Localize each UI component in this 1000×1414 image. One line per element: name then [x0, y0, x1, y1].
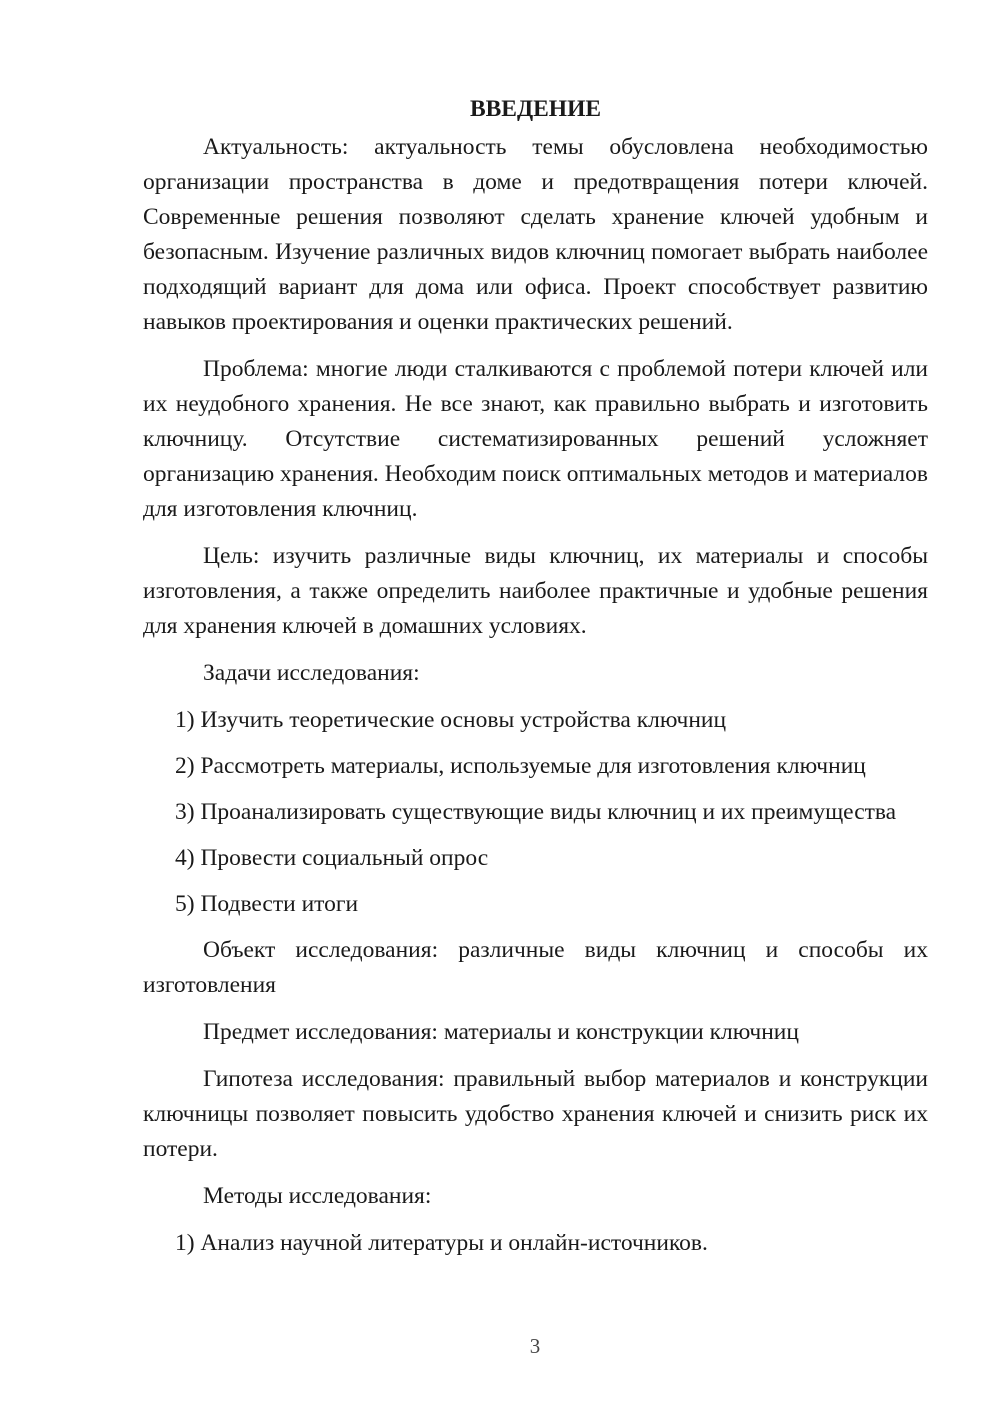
methods-label: Методы исследования:	[203, 1183, 432, 1209]
section-heading: ВВЕДЕНИЕ	[469, 96, 602, 122]
object-paragraph: Объект исследования: различные виды ключниц и способы их изготовления	[143, 937, 928, 998]
hypothesis-paragraph: Гипотеза исследования: правильный выбор материалов и конструкции ключницы позволяет повысить удобство хранения ключей и снизить риск их потери.	[143, 1066, 928, 1162]
task-item-2: 2) Рассмотреть материалы, используемые для изготовления ключниц	[175, 753, 866, 779]
task-item-3: 3) Проанализировать существующие виды ключниц и их преимущества	[175, 799, 897, 825]
page-content	[143, 92, 928, 1272]
method-item-1: 1) Анализ научной литературы и онлайн-источников.	[175, 1230, 708, 1256]
relevance-paragraph: Актуальность: актуальность темы обусловлена необходимостью организации пространства в доме и предотвращения потери ключей. Современные решения позволяют сделать хранение ключей удобным и безопасным. Изучение различных видов ключниц помогает выбрать наиболее подходящий вариант для дома или офиса. Проект способствует развитию навыков проектирования и оценки практических решений.	[143, 134, 928, 335]
page-number: 3	[529, 1334, 541, 1358]
subject-paragraph: Предмет исследования: материалы и конструкции ключниц	[203, 1019, 799, 1045]
task-item-1: 1) Изучить теоретические основы устройства ключниц	[175, 707, 727, 733]
task-item-4: 4) Провести социальный опрос	[175, 845, 489, 871]
problem-paragraph: Проблема: многие люди сталкиваются с проблемой потери ключей или их неудобного хранения. Не все знают, как правильно выбрать и изготовить ключницу. Отсутствие систематизированных решений усложняет организацию хранения. Необходим поиск оптимальных методов и материалов для изготовления ключниц.	[143, 356, 928, 522]
task-item-5: 5) Подвести итоги	[175, 891, 359, 917]
tasks-label: Задачи исследования:	[203, 660, 420, 686]
goal-paragraph: Цель: изучить различные виды ключниц, их материалы и способы изготовления, а также определить наиболее практичные и удобные решения для хранения ключей в домашних условиях.	[143, 543, 928, 639]
